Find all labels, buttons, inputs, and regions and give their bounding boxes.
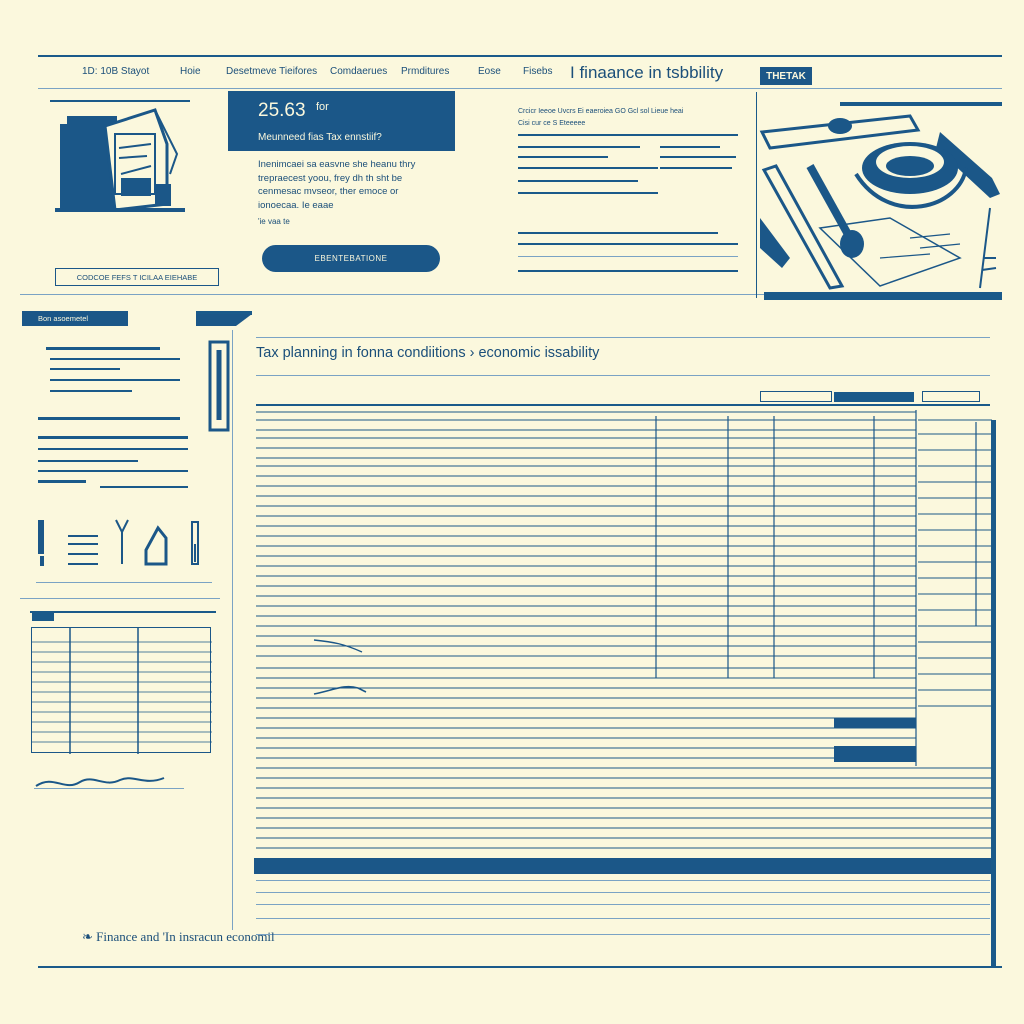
sidebar-list-line (50, 358, 180, 360)
nav-item-home[interactable]: Hoie (180, 66, 201, 77)
price-for-label: for (316, 101, 329, 113)
news-line (518, 180, 638, 182)
sidebar-list-line (38, 436, 188, 439)
nav-item-procedures[interactable]: Prmditures (401, 66, 450, 77)
nav-item-departments[interactable]: Desetmeve Tieifores (226, 66, 318, 77)
tools-icon-row (36, 518, 206, 568)
mini-table (31, 627, 211, 753)
sidebar-list-line (50, 368, 120, 370)
nav-brand[interactable]: 1D: 10B Stayot (82, 66, 150, 77)
intro-paragraph (258, 158, 438, 229)
main-title: Tax planning in fonna condiitions › economic issability (256, 345, 600, 361)
main-title-rule (256, 375, 990, 376)
news-line (660, 167, 732, 169)
illustration-divider (756, 92, 757, 298)
sidebar-list-line (100, 486, 188, 488)
mini-table-tab (32, 613, 54, 621)
main-footer-rule (256, 904, 990, 905)
calculator-desk-illustration (760, 108, 1000, 298)
news-line (518, 167, 658, 169)
pen-icon[interactable] (208, 340, 228, 430)
news-line (660, 146, 720, 148)
main-footer-rule (256, 934, 990, 935)
nav-item-ease[interactable]: Eose (478, 66, 501, 77)
footer-text: ❧ Finance and 'In insracun economil (82, 929, 275, 944)
news-line (518, 232, 718, 234)
news-heading-line-2: Cisi cur ce S Eteeeee (518, 120, 586, 127)
nav-underline (38, 88, 1002, 89)
mini-table-top (30, 611, 216, 613)
news-heading-line-1: Crcicr Ieeoe Uvcrs Ei eaeroiea GO Gcl sol Lieue heai (518, 108, 684, 115)
price-card[interactable] (228, 91, 455, 151)
news-heading (518, 106, 738, 130)
sidebar-list-line (50, 379, 180, 381)
news-line (518, 256, 738, 257)
sidebar-list-line (38, 460, 138, 462)
price-subtitle: Meunneed fias Tax ennstiif? (258, 132, 382, 143)
sidebar-rule (34, 788, 184, 789)
sidebar-list-line (38, 480, 86, 483)
sidebar-list-line (50, 390, 132, 392)
nav-badge[interactable]: THETAK (760, 67, 812, 85)
sidebar-rule (36, 582, 212, 583)
illustration-right-rule (840, 102, 1002, 106)
table-filter-pill[interactable] (760, 391, 832, 402)
sidebar-rule (20, 598, 220, 599)
news-rule (518, 134, 738, 136)
ledger-table (254, 406, 1004, 876)
sidebar-list-line (46, 347, 160, 350)
sidebar-tab[interactable]: Bon asoemetel (22, 311, 128, 326)
news-line (518, 192, 658, 194)
news-line (660, 156, 736, 158)
news-line (518, 146, 640, 148)
hero-left-link[interactable]: CODCOE FEFS T ICILAA EIEHABE (55, 268, 219, 286)
table-export-pill[interactable] (922, 391, 980, 402)
nav-item-fields[interactable]: Fisebs (523, 66, 553, 77)
sidebar-list-line (38, 448, 188, 450)
intro-text: Inenimcaei sa easvne she heanu thry trepraecest yoou, frey dh th sht be cenmesac mvseor, ther emoce or ionoecaa. Ie eaae (258, 159, 416, 211)
table-filter-active[interactable] (834, 392, 914, 402)
sidebar-list-line (38, 470, 188, 472)
sidebar-tab-wedge (196, 312, 256, 330)
main-right-border (991, 420, 996, 968)
main-footer-rule (256, 918, 990, 919)
bottom-border (38, 966, 1002, 968)
site-title: I finaance in tsbbility (570, 63, 724, 82)
price-value: 25.63 (258, 100, 306, 121)
main-footer-rule (256, 892, 990, 893)
main-top-rule (256, 337, 990, 338)
mini-table-grid (32, 628, 212, 754)
sidebar-divider (232, 330, 233, 930)
illustration-top-rule (50, 100, 190, 102)
cta-button[interactable]: EBENTEBATIONE (262, 245, 440, 272)
nav-item-conferences[interactable]: Comdaerues (330, 66, 388, 77)
main-footer-rule (256, 880, 990, 881)
intro-small-text: 'ie vaa te (258, 217, 290, 226)
news-line (518, 270, 738, 272)
news-line (518, 243, 738, 245)
news-line (518, 156, 608, 158)
top-border (38, 55, 1002, 57)
illustration-base (764, 292, 1002, 300)
sidebar-list-line (38, 417, 180, 420)
tax-documents-illustration (55, 104, 185, 214)
signature-squiggle (34, 772, 184, 792)
